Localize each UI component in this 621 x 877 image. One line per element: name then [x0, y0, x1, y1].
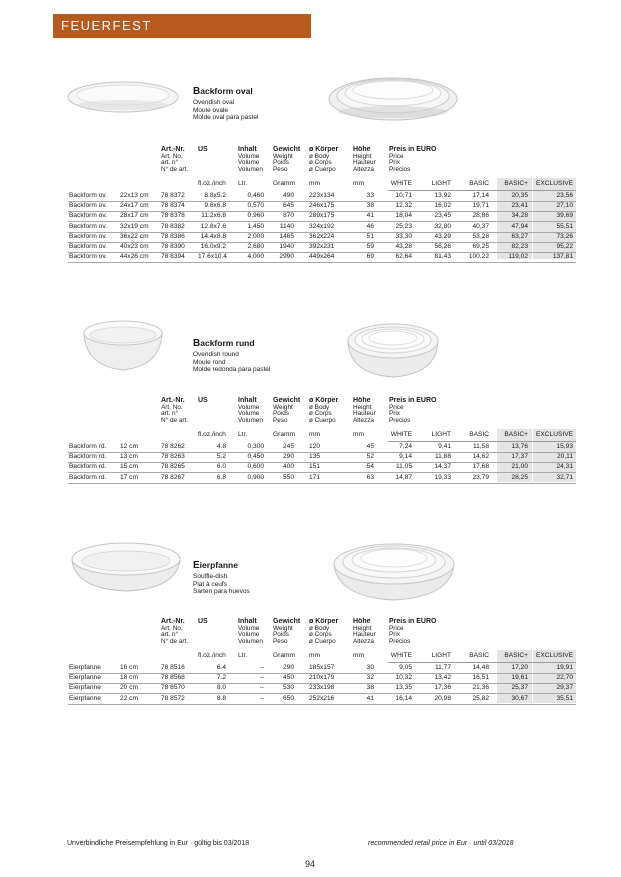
table-cell: 17,20 — [511, 664, 528, 671]
table-cell: 870 — [282, 212, 294, 220]
table-cell: Eierpfanne — [69, 674, 101, 682]
table-cell: 9,14 — [399, 453, 412, 461]
table-cell: 8.8x5.2 — [204, 192, 226, 199]
table-cell: 13,35 — [395, 684, 412, 692]
category-title: FEUERFEST — [61, 18, 152, 33]
table-cell: 43,29 — [434, 232, 451, 240]
table-cell: 53,28 — [472, 232, 489, 240]
table-cell: 28,25 — [511, 473, 528, 481]
unit-ltr: Ltr. — [238, 652, 248, 659]
table-cell: 32 — [366, 674, 374, 682]
price-tier-header: WHITE LIGHT BASIC BASIC+ EXCLUSIVE — [388, 178, 576, 191]
table-cell: 11.2x6.8 — [201, 212, 226, 220]
table-cell: 7,24 — [399, 443, 412, 450]
table-cell: 0,450 — [247, 453, 264, 461]
table-cell: 22 cm — [120, 694, 138, 702]
table-cell: 23,79 — [472, 473, 489, 481]
table-cell: 95,22 — [556, 243, 573, 250]
table-cell: Backform rd. — [69, 443, 107, 450]
table-cell: 33 — [366, 192, 374, 199]
backform-rund-single-image — [80, 316, 166, 374]
backform-rund-stack-image — [344, 316, 442, 380]
footer-right-note: recommended retail price in Eur · until 03/2018 — [368, 840, 514, 847]
table-cell: 23,41 — [511, 202, 528, 210]
table-cell: 8.0 — [216, 684, 226, 692]
table-cell: 69 — [366, 253, 374, 261]
table-cell: 490 — [282, 192, 294, 199]
table-cell: 13,42 — [434, 674, 451, 682]
table-cell: 2990 — [279, 253, 294, 261]
table-cell: 40x23 cm — [120, 243, 149, 250]
table-cell: 233x198 — [309, 684, 335, 692]
table-cell: 362x224 — [309, 232, 335, 240]
unit-ltr: Ltr. — [238, 431, 248, 438]
table-cell: 171 — [309, 473, 321, 481]
backform-oval-small-image — [66, 80, 180, 114]
header-artnr: Art.-Nr. Art. No. art. n° N° de art. — [161, 618, 189, 645]
table-cell: 17.6x10.4 — [198, 253, 227, 261]
table-cell: -- — [259, 664, 264, 671]
table-cell: 14,87 — [395, 473, 412, 481]
table-cell: 69,25 — [472, 243, 489, 250]
table-cell: 30 — [366, 664, 374, 671]
table-cell: 650 — [282, 694, 294, 702]
table-cell: 289x175 — [309, 212, 335, 220]
table-cell: 63 — [366, 473, 374, 481]
table-cell: 32,71 — [556, 473, 573, 481]
table-cell: 54 — [366, 463, 374, 471]
table-cell: 290 — [282, 664, 294, 671]
table-cell: 324x192 — [309, 222, 335, 230]
table-cell: 30,67 — [511, 694, 528, 702]
table-cell: 59 — [366, 243, 374, 250]
table-cell: 33,30 — [395, 232, 412, 240]
table-cell: 21,00 — [511, 463, 528, 471]
table-cell: Backform ov. — [69, 202, 107, 210]
table-cell: 78 8570 — [161, 684, 185, 692]
product-description: Ovendish oval Moule ovale Molde oval para pastel — [193, 99, 259, 122]
table-cell: 78 8267 — [161, 473, 185, 481]
table-cell: 6.0 — [216, 463, 226, 471]
table-cell: 392x231 — [309, 243, 335, 250]
table-cell: 18 cm — [120, 674, 138, 682]
table-cell: 120 — [309, 443, 321, 450]
table-cell: 51 — [366, 232, 374, 240]
table-cell: 41 — [366, 212, 374, 220]
table-cell: 7.2 — [216, 674, 226, 682]
table-cell: 46 — [366, 222, 374, 230]
table-cell: 9,05 — [399, 664, 412, 671]
header-us: US — [198, 397, 208, 404]
table-cell: 14,48 — [472, 664, 489, 671]
table-cell: 0,960 — [247, 212, 264, 220]
header-artnr: Art.-Nr. Art. No. art. n° N° de art. — [161, 397, 189, 424]
header-artnr: Art.-Nr. Art. No. art. n° N° de art. — [161, 146, 189, 173]
product-section-backform-oval — [0, 70, 621, 265]
table-cell: 645 — [282, 202, 294, 210]
category-banner — [53, 14, 311, 38]
table-cell: Backform rd. — [69, 473, 107, 481]
table-cell: 56,26 — [434, 243, 451, 250]
table-cell: 2,680 — [247, 243, 264, 250]
table-cell: 28x17 cm — [120, 212, 149, 220]
table-cell: 1465 — [279, 232, 294, 240]
table-cell: 78 8263 — [161, 453, 185, 461]
table-cell: 11,05 — [395, 463, 412, 471]
table-cell: 78 8382 — [161, 222, 185, 230]
table-cell: 9,41 — [438, 443, 451, 450]
table-cell: 19,91 — [556, 664, 573, 671]
table-cell: 11,58 — [472, 443, 489, 450]
table-cell: 17,37 — [511, 453, 528, 461]
table-cell: 16.0x9.2 — [200, 243, 226, 250]
table-cell: 47,94 — [511, 222, 528, 230]
table-cell: 52 — [366, 453, 374, 461]
table-cell: 44x26 cm — [120, 253, 149, 261]
table-cell: 4,000 — [247, 253, 264, 261]
table-cell: 246x175 — [309, 202, 335, 210]
table-cell: Backform ov. — [69, 192, 107, 199]
table-cell: 100,22 — [468, 253, 489, 261]
header-hoehe: Höhe Height Hauteur Altezza — [353, 146, 376, 173]
table-cell: 13,76 — [511, 443, 528, 450]
table-cell: 151 — [309, 463, 321, 471]
unit-gramm: Gramm — [273, 180, 295, 187]
table-cell: 17,14 — [472, 192, 489, 199]
table-cell: 1140 — [279, 222, 294, 230]
table-cell: 82,23 — [511, 243, 528, 250]
table-cell: 550 — [282, 473, 294, 481]
table-cell: 14,37 — [434, 463, 451, 471]
table-cell: 6.8 — [216, 473, 226, 481]
table-cell: 62,64 — [395, 253, 412, 261]
header-hoehe: Höhe Height Hauteur Altezza — [353, 618, 376, 645]
header-gewicht: Gewicht Weight Poids Peso — [273, 618, 301, 645]
footer-left-note: Unverbindliche Preisempfehlung in Eur · gültig bis 03/2018 — [67, 840, 250, 847]
table-cell: 23,56 — [556, 192, 573, 199]
table-cell: 21,36 — [472, 684, 489, 692]
unit-mm-body: mm — [309, 431, 320, 438]
table-cell: 12 cm — [120, 443, 138, 450]
table-cell: 5.2 — [216, 453, 226, 461]
table-cell: 14,62 — [472, 453, 489, 461]
table-cell: 17,36 — [434, 684, 451, 692]
table-cell: 13,92 — [434, 192, 451, 199]
header-gewicht: Gewicht Weight Poids Peso — [273, 146, 301, 173]
header-us: US — [198, 618, 208, 625]
table-cell: 12,32 — [395, 202, 412, 210]
table-cell: 78 8572 — [161, 694, 185, 702]
page-number: 94 — [304, 859, 315, 869]
table-cell: 13 cm — [120, 453, 138, 461]
table-cell: 27,10 — [556, 202, 573, 210]
header-koerper: ø Körper ø Body ø Corps ø Cuerpo — [309, 618, 339, 645]
unit-gramm: Gramm — [273, 431, 295, 438]
table-cell: 16 cm — [120, 664, 138, 671]
table-cell: 78 8390 — [161, 243, 185, 250]
table-cell: 185x157 — [309, 664, 335, 671]
table-cell: 39,69 — [556, 212, 573, 220]
header-inhalt: Inhalt Volume Volume Volumen — [238, 146, 263, 173]
table-cell: 25,37 — [511, 684, 528, 692]
table-cell: 55,51 — [556, 222, 573, 230]
table-cell: 29,37 — [556, 684, 573, 692]
unit-mm-body: mm — [309, 652, 320, 659]
table-cell: Eierpfanne — [69, 684, 101, 692]
eierpfanne-stack-image — [330, 535, 458, 603]
header-inhalt: Inhalt Volume Volume Volumen — [238, 397, 263, 424]
table-cell: 38 — [366, 202, 374, 210]
header-koerper: ø Körper ø Body ø Corps ø Cuerpo — [309, 397, 339, 424]
table-cell: 16,02 — [434, 202, 451, 210]
table-cell: 15,93 — [556, 443, 573, 450]
table-cell: -- — [259, 694, 264, 702]
header-preis: Preis in EURO Price Prix Precios — [389, 397, 437, 424]
table-cell: 78 8372 — [161, 192, 185, 199]
table-cell: 78 8378 — [161, 212, 185, 220]
table-cell: 17,68 — [472, 463, 489, 471]
price-tier-header: WHITE LIGHT BASIC BASIC+ EXCLUSIVE — [388, 429, 576, 442]
table-cell: 24,31 — [556, 463, 573, 471]
table-row — [68, 694, 576, 705]
product-name: Backform oval — [193, 86, 253, 97]
table-cell: 19,71 — [472, 202, 489, 210]
table-row — [68, 252, 576, 263]
table-cell: 11,88 — [434, 453, 451, 461]
table-cell: Backform ov. — [69, 212, 107, 220]
table-cell: 78 8374 — [161, 202, 185, 210]
table-cell: 1,450 — [247, 222, 264, 230]
table-cell: Backform rd. — [69, 463, 107, 471]
table-cell: 2,000 — [247, 232, 264, 240]
table-cell: 78 8265 — [161, 463, 185, 471]
unit-mm-height: mm — [353, 180, 364, 187]
table-cell: 36x22 cm — [120, 232, 149, 240]
table-cell: 20,98 — [434, 694, 451, 702]
table-cell: 32x19 cm — [120, 222, 149, 230]
product-description: Souffle-dish Plat à ceufs Sarten para huevos — [193, 573, 250, 596]
table-cell: Backform ov. — [69, 222, 107, 230]
table-cell: 400 — [282, 463, 294, 471]
table-cell: 20 cm — [120, 684, 138, 692]
table-cell: 22,70 — [556, 674, 573, 682]
table-cell: 450 — [282, 674, 294, 682]
table-cell: 43,28 — [395, 243, 412, 250]
table-cell: 78 8386 — [161, 232, 185, 240]
header-preis: Preis in EURO Price Prix Precios — [389, 618, 437, 645]
table-cell: 223x134 — [309, 192, 335, 199]
table-cell: 1940 — [279, 243, 294, 250]
table-cell: 290 — [282, 453, 294, 461]
table-cell: Backform rd. — [69, 453, 107, 461]
price-tier-header: WHITE LIGHT BASIC BASIC+ EXCLUSIVE — [388, 650, 576, 663]
unit-mm-body: mm — [309, 180, 320, 187]
unit-us: fl.oz./inch — [198, 652, 226, 659]
backform-oval-stack-image — [326, 72, 460, 122]
table-cell: 0,570 — [247, 202, 264, 210]
table-cell: Eierpfanne — [69, 664, 101, 671]
table-cell: 135 — [309, 453, 321, 461]
unit-mm-height: mm — [353, 431, 364, 438]
unit-us: fl.oz./inch — [198, 431, 226, 438]
table-cell: 9.6x6.8 — [204, 202, 226, 210]
header-preis: Preis in EURO Price Prix Precios — [389, 146, 437, 173]
header-us: US — [198, 146, 208, 153]
product-section-eierpfanne — [0, 533, 621, 713]
table-cell: 12.8x7.6 — [200, 222, 226, 230]
table-cell: 19,61 — [511, 674, 528, 682]
eierpfanne-single-image — [69, 539, 183, 593]
table-cell: 18,04 — [395, 212, 412, 220]
table-cell: 63,27 — [511, 232, 528, 240]
table-cell: 0,600 — [247, 463, 264, 471]
table-cell: 22x13 cm — [120, 192, 149, 199]
table-cell: -- — [259, 684, 264, 692]
table-cell: 137,81 — [552, 253, 573, 261]
table-cell: 6.4 — [216, 664, 226, 671]
table-cell: 8.8 — [216, 694, 226, 702]
unit-us: fl.oz./inch — [198, 180, 226, 187]
table-cell: 252x216 — [309, 694, 335, 702]
header-hoehe: Höhe Height Hauteur Altezza — [353, 397, 376, 424]
table-cell: 119,02 — [508, 253, 528, 261]
table-cell: 34,28 — [511, 212, 528, 220]
product-description: Ovendish round Moule rond Molde redonda para pastel — [193, 351, 271, 374]
table-cell: 25,23 — [395, 222, 412, 230]
table-cell: 10,32 — [395, 674, 412, 682]
table-cell: 210x179 — [309, 674, 335, 682]
table-cell: 81,43 — [434, 253, 451, 261]
table-cell: 45 — [366, 443, 374, 450]
table-cell: 20,35 — [511, 192, 528, 199]
table-cell: 10,71 — [395, 192, 412, 199]
table-cell: -- — [259, 674, 264, 682]
table-cell: 19,33 — [434, 473, 451, 481]
table-cell: Backform ov. — [69, 243, 107, 250]
product-name: Eierpfanne — [193, 560, 238, 571]
table-cell: 38 — [366, 684, 374, 692]
table-cell: 40,37 — [472, 222, 489, 230]
unit-ltr: Ltr. — [238, 180, 248, 187]
table-cell: 17 cm — [120, 473, 138, 481]
header-koerper: ø Körper ø Body ø Corps ø Cuerpo — [309, 146, 339, 173]
table-cell: 78 8394 — [161, 253, 185, 261]
unit-mm-height: mm — [353, 652, 364, 659]
table-cell: 15 cm — [120, 463, 138, 471]
unit-gramm: Gramm — [273, 652, 295, 659]
table-cell: 530 — [282, 684, 294, 692]
table-cell: 0,460 — [247, 192, 264, 199]
header-gewicht: Gewicht Weight Poids Peso — [273, 397, 301, 424]
table-cell: 11,77 — [434, 664, 451, 671]
table-cell: Backform ov. — [69, 253, 107, 261]
table-cell: 20,11 — [556, 453, 573, 461]
table-cell: 16,51 — [472, 674, 489, 682]
table-cell: 4.8 — [216, 443, 226, 450]
product-name: Backform rund — [193, 338, 255, 349]
product-section-backform-rund — [0, 310, 621, 490]
table-row — [68, 473, 576, 484]
table-cell: 78 8516 — [161, 664, 185, 671]
table-cell: 28,86 — [472, 212, 489, 220]
table-cell: 23,45 — [434, 212, 451, 220]
table-cell: 0,900 — [247, 473, 264, 481]
table-cell: Eierpfanne — [69, 694, 101, 702]
table-cell: 0,300 — [247, 443, 264, 450]
table-cell: 35,51 — [556, 694, 573, 702]
table-cell: 32,80 — [434, 222, 451, 230]
table-cell: 25,82 — [472, 694, 489, 702]
table-cell: Backform ov. — [69, 232, 107, 240]
header-inhalt: Inhalt Volume Volume Volumen — [238, 618, 263, 645]
table-cell: 41 — [366, 694, 374, 702]
table-cell: 24x17 cm — [120, 202, 149, 210]
table-cell: 78 8568 — [161, 674, 185, 682]
table-cell: 449x264 — [309, 253, 335, 261]
table-cell: 73,26 — [556, 232, 573, 240]
table-cell: 245 — [282, 443, 294, 450]
table-cell: 14.4x8.8 — [200, 232, 226, 240]
table-cell: 78 8262 — [161, 443, 185, 450]
table-cell: 16,14 — [395, 694, 412, 702]
